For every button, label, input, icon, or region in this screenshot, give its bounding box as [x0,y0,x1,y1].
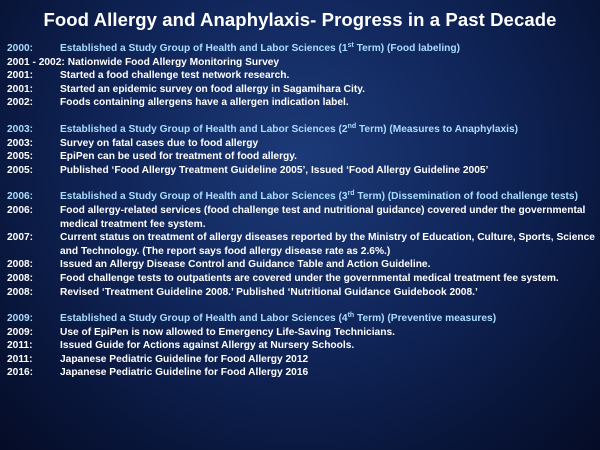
section-header-year: 2009: [7,313,34,325]
timeline-item-year: 2001: [7,83,34,95]
timeline-item [7,353,595,367]
timeline-item [7,204,595,231]
section-header-text: Established a Study Group of Health and Labor Sciences (4th Term) (Preventive measures) [60,312,497,325]
slide-title: Food Allergy and Anaphylaxis- Progress in a Past Decade [43,9,557,30]
timeline-item-text: Food challenge tests to outpatients are covered under the governmental medical treatment fee system. [60,272,559,284]
timeline-item-year: 2008: [7,286,34,298]
timeline-item [7,366,595,380]
section-header-text: Established a Study Group of Health and Labor Sciences (3rd Term) (Dissemination of food challenge tests) [60,190,578,203]
section-header [7,312,595,326]
timeline-item-text: Use of EpiPen is now allowed to Emergency Life-Saving Technicians. [60,326,395,338]
timeline-section-2 [7,123,595,177]
timeline-item-year: 2009: [7,326,34,338]
timeline-item [7,258,595,272]
timeline-item-year: 2011: [7,340,33,352]
timeline-item-text: Started an epidemic survey on food allergy in Sagamihara City. [60,83,365,95]
timeline-item-year: 2005: [7,164,34,176]
timeline-item [7,150,595,164]
timeline-item-text: Food allergy-related services (food challenge test and nutritional guidance) covered under the governmental medical treatment fee system. [60,204,586,230]
timeline-item [7,137,595,151]
section-header-year: 2006: [7,191,34,203]
timeline-item-text: Published ‘Food Allergy Treatment Guideline 2005’, Issued ‘Food Allergy Guideline 2005’ [60,164,489,176]
timeline-item-year: 2011: [7,353,33,365]
timeline-item-year: 2005: [7,151,34,163]
timeline-item-text: Issued an Allergy Disease Control and Guidance Table and Action Guideline. [60,259,431,271]
timeline-item-year: 2016: [7,367,34,379]
section-header [7,123,595,137]
timeline-item [7,56,595,70]
timeline-item [7,83,595,97]
timeline-item [7,326,595,340]
timeline-item [7,96,595,110]
timeline-item-text: Japanese Pediatric Guideline for Food Allergy 2016 [60,367,309,379]
section-header [7,42,595,56]
timeline-item-year: 2008: [7,259,34,271]
timeline-item-year: 2001 - 2002: [7,56,65,68]
timeline-item-year: 2006: [7,204,34,216]
timeline-item-text: Started a food challenge test network research. [60,70,290,82]
section-header-text: Established a Study Group of Health and Labor Sciences (2nd Term) (Measures to Anaphylaxis) [60,122,519,135]
timeline-item [7,231,595,258]
timeline-item-text: Revised ‘Treatment Guideline 2008.’ Published ‘Nutritional Guidance Guidebook 2008.’ [60,286,478,298]
timeline-item-text: Nationwide Food Allergy Monitoring Survey [67,56,280,68]
timeline-item [7,69,595,83]
timeline-section-1 [7,42,595,110]
timeline-item-text: Survey on fatal cases due to food allergy [60,137,259,149]
timeline-item-text: Issued Guide for Actions against Allergy at Nursery Schools. [60,340,355,352]
section-header-text: Established a Study Group of Health and Labor Sciences (1st Term) (Food labeling) [60,42,461,54]
timeline [7,42,595,393]
timeline-item [7,339,595,353]
timeline-item-text: Japanese Pediatric Guideline for Food Allergy 2012 [60,353,309,365]
timeline-item [7,164,595,178]
section-header-year: 2003: [7,123,34,135]
timeline-section-3 [7,190,595,299]
timeline-item-text: Current status on treatment of allergy diseases reported by the Ministry of Education, Culture, Sports, Science and Technology. (The report says food allergy disease rate as 2.6%.) [60,232,595,257]
timeline-item-year: 2001: [7,70,34,82]
timeline-item-year: 2008: [7,272,34,284]
timeline-item-year: 2002: [7,97,34,109]
timeline-item-year: 2003: [7,137,34,149]
timeline-item-year: 2007: [7,232,34,244]
section-header-year: 2000: [7,43,34,54]
timeline-item-text: EpiPen can be used for treatment of food allergy. [60,151,297,163]
timeline-item [7,272,595,286]
timeline-item-text: Foods containing allergens have a allergen indication label. [60,97,349,109]
timeline-section-4 [7,312,595,380]
timeline-item [7,286,595,300]
section-header [7,190,595,204]
